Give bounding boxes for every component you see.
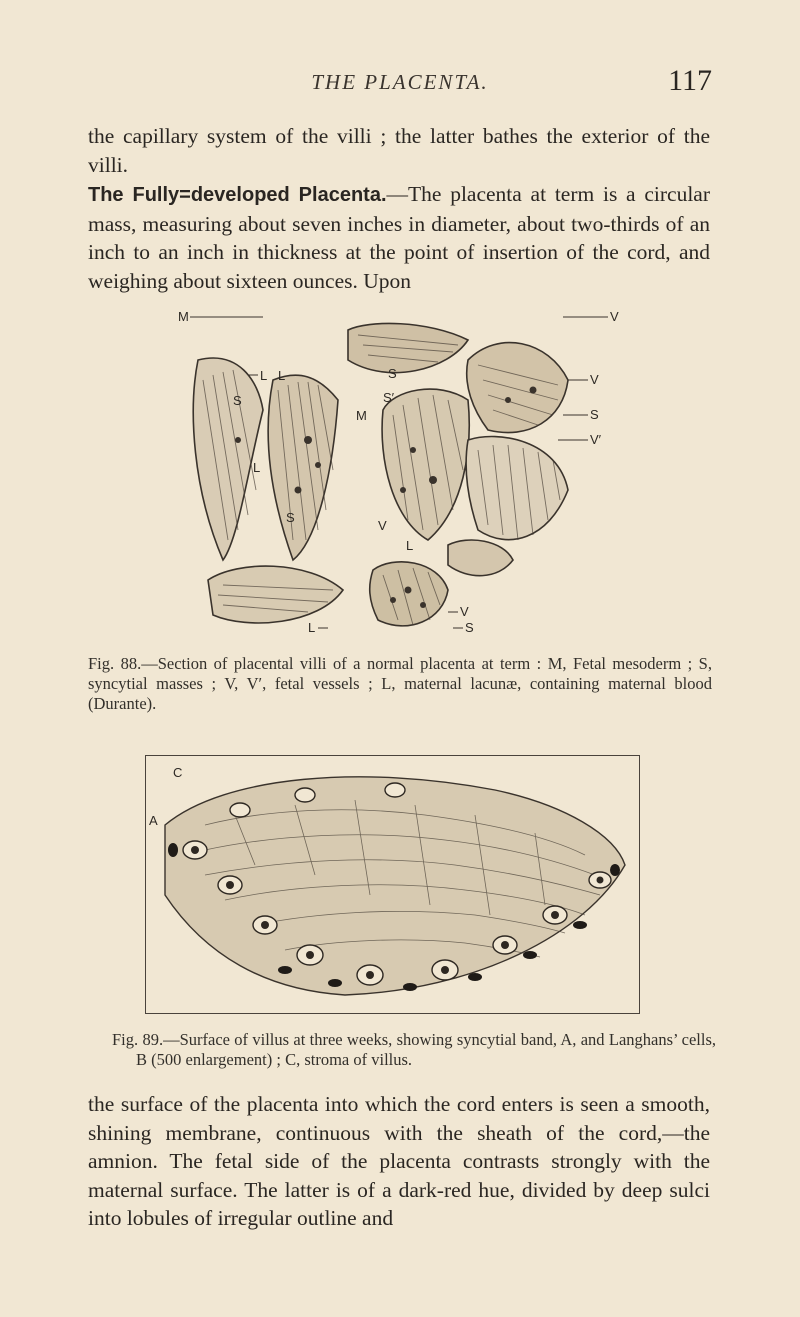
fig88-label-v-top: V xyxy=(610,309,619,324)
fig89-label-c: C xyxy=(173,765,183,780)
fig88-label-l-b: L xyxy=(278,368,286,383)
fig88-label-s-low: S xyxy=(465,620,474,635)
fig88-label-m-mid: M xyxy=(356,408,367,423)
fig88-label-v-mid: V xyxy=(378,518,387,533)
fig88-label-s-a: S xyxy=(388,366,397,381)
fig88-label-v-prime: V′ xyxy=(590,432,602,447)
fig88-label-s-b: S xyxy=(233,393,242,408)
figure-89 xyxy=(145,755,640,1015)
paragraph-2-text: —The placenta at term is a circular mass, measuring about seven inches in diameter, about two-thirds of an inch to an inch in thickness at the point of insertion of the cord, and weighing about sixteen ounces. Upon xyxy=(88,182,710,293)
page-header xyxy=(0,62,800,102)
fig88-label-v-right: V xyxy=(590,372,599,387)
fig88-label-l-mid: L xyxy=(406,538,414,553)
figure-88-caption: Fig. 88.—Section of placental villi of a normal placenta at term : M, Fetal mesoderm ; S, syncytial masses ; V, V′, fetal vessels ; L, maternal lacunæ, containing maternal blood (Durante). xyxy=(88,654,712,713)
fig88-label-s-c: S xyxy=(590,407,599,422)
section-heading: The Fully=developed Placenta. xyxy=(88,184,387,206)
paragraph-1: the capillary system of the villi ; the latter bathes the exterior of the villi. xyxy=(88,124,710,177)
running-head: THE PLACENTA. xyxy=(311,70,489,94)
figure-89-illustration xyxy=(145,755,640,1015)
fig88-label-l-low: L xyxy=(308,620,316,635)
figure-88-illustration xyxy=(168,290,628,642)
figure-89-caption: Fig. 89.—Surface of villus at three weeks, showing syncytial band, A, and Langhans’ cells, B (500 enlargement) ; C, stroma of villus. xyxy=(112,1030,716,1069)
fig88-label-s-d: S xyxy=(286,510,295,525)
fig88-label-v-low: V xyxy=(460,604,469,619)
page-number: 117 xyxy=(668,64,712,97)
figure-88 xyxy=(168,290,628,642)
fig88-label-s-prime: S′ xyxy=(383,390,395,405)
fig89-label-a: A xyxy=(149,813,158,828)
fig88-label-l-a: L xyxy=(260,368,268,383)
fig88-label-l-left: L xyxy=(253,460,261,475)
fig88-label-m-top: M xyxy=(178,309,189,324)
paragraph-2 xyxy=(88,180,710,295)
paragraph-3: the surface of the placenta into which the cord enters is seen a smooth, shining membrane, continuous with the sheath of the cord,—the amnion. The fetal side of the placenta contrasts strongly with the maternal surface. The latter is of a dark-red hue, divided by deep sulci into lobules of irregular outline and xyxy=(88,1092,710,1230)
